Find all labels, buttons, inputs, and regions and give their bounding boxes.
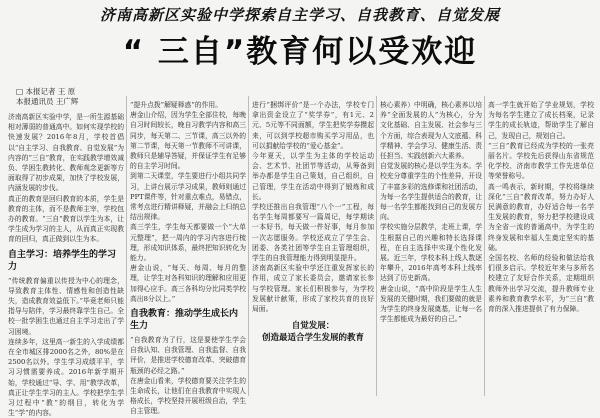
paragraph: 连续多年，这里高一新生的入学成绩都在全市城区排2000名之外，80%是在2500名以外。学生学习成绩平平，学习习惯需要养成。2016年新学期开始，学校通过“导、学、用”教学改革，真正让学生学习的主人。学校把学生学习过程中“教”的纲目，转化为学生“学”的内容。 [8,337,124,418]
paragraph: 全国名校、名师的经验和做法给我们很多启示。学校近年来与多所名校建立了友好合作关系，定期组织教师外出学习交流，提升教师专业素养和教育教学水平，为“三自”教育的深入推进提供了有力保障。 [488,254,594,314]
paragraph: “传统教育偏重以传授为中心的理念，导致教育主体性、情感性和创造性缺失，造成教育效益低下。”毕竟老师只能指导与陪伴，学习最终靠学生自己。全校一批学困生也通过自主学习走出了学习困境。 [8,276,124,336]
byline [16,87,136,107]
section-heading-self-study: 自主学习：培养学生的学习力 [8,249,117,272]
byline-reporter: □ 本报记者 王 原 [16,87,76,96]
paragraph: 核心素养）中明确，核心素养以培养“全面发展的人”为核心，分为文化基础、自主发展、社会参与三个方面，综合表现为人文底蕴、科学精神、学会学习、健康生活、责任担当、实践创新六大素养。 [380,101,482,161]
section-heading-self-development: 自觉发展： [291,321,335,332]
paragraph: 高三学生，学生每天都要做一个“大单元整理”，把一周内的学习内容进行梳理，形成知识体系，最终把知识转化为能力。 [130,223,246,263]
paragraph: 进行“捆绑评价”是一个办法，学校专门拿出资金设立了“奖学券”，有1元、2元、5元等不同面额，学生把奖学券攒起来，可以到学校超市购买学习用品，也可以捐献给学校的“爱心基金”。 [252,101,374,150]
article-kicker: 济南高新区实验中学探索自主学习、自我教育、自觉发展 [99,6,500,24]
paragraph: 高一鸣表示，新时期，学校将继续深化“三自”教育改革，努力办好人民满意的教育，办好适合每一名学生发展的教育，努力把学校建设成为全省一流的普通高中，为学生的终身发展和幸福人生奠定坚实的基础。 [488,182,594,252]
paragraph: 唐金山说，“每天、每周、每月的整理，让学生对各科知识的理解和应用更加得心应手。高三各科均分比同类学校高出8分以上。” [130,264,246,303]
column-3 [252,100,374,396]
paragraph: 自觉发展的核心是以学生为本。学校充分尊重学生的个性差异，开设了丰富多彩的选修课和社团活动，为每一名学生提供适合的教育，让每一名学生都能找到自己的发展方向。 [380,162,482,222]
paragraph: “三自”教育已经成为学校的一张亮丽名片。学校先后获得山东省规范化学校、济南市教学工作先进单位等荣誉称号。 [488,141,594,181]
column-5 [488,100,594,396]
paragraph: 真正的教育是回归教育的本质，学生是教育的主体，而不是教师主宰，学校包办的教育。“三自”教育以学生为本，让学生成为学习的主人，从而真正实现教育的回归，真正做到以生为本。 [8,194,124,244]
byline-correspondent: 本报通讯员 王广辉 [16,97,79,106]
paragraph: 高一学生就开始了学业规划，学校为每名学生建立了成长档案，记录学生的成长轨迹，帮助学生了解自己，发现自己，规划自己。 [488,101,594,140]
column-2 [130,100,246,416]
paragraph: 济南高新区实验中学，是一所生源基础相对薄弱的普通高中。如何实现学校的快速发展？2016年8月，学校首倡以“自主学习、自我教育、自觉发展”为内容的“三自”教育，在实践教学增效减负、学困生教转化、教师观念更新等方面取得了初步成果，加快了学校发展，内涵发展的步伐。 [8,113,124,193]
paragraph: 唐金山说，“高中阶段是学生人生发展的关键时期，我们要做的就是为学生的终身发展奠基，让每一名学生都能成为最好的自己。” [380,284,482,324]
column-4 [380,100,482,396]
paragraph: 今年夏天，以学生为主体的学校运动会、艺术节、社团节等活动，从筹备到举办都是学生自己策划，自己组织，自己管理，学生在活动中得到了锻炼和成长。 [252,152,374,201]
paragraph: “自我教育为了行，这是要使学生学会自我认知、自我管理、自我监督、自我评价，是推进学校德育改革、突破德育瓶颈的必经之路。” [130,336,246,375]
paragraph: 唐金山介绍，因为学生全部住校，每晚自习时间较长，晚自习教学内容和高三同步，每天第二、三节课，高三以外的第二节课，每天第一节教师不可讲课，教师只是辅导答疑，并保证学生有足够的自主学习时间。 [130,111,246,171]
paragraph: 学校还推出自我管理“八个一”工程，每名学生每周都要写一篇周记，每学期读一本好书，每天做一件好事，每月参加一次志愿服务。学校还成立了学生会、团委、各类社团等学生自主管理组织，学生的自我管理能力得到明显提升。 [252,203,374,263]
column-divider [376,96,377,396]
paragraph: “提升点拨”解疑释惑”的作用。 [130,101,222,109]
article-headline: “ 三自”教育何以受欢迎 [122,34,478,70]
paragraph: 济南高新区实验中学还注重发挥家长的作用，成立了家长委员会，邀请家长参与学校管理。家长们积极参与，为学校发展献计献策，形成了家校共育的良好局面。 [252,264,374,314]
paragraph: 学校实施分层教学，走班上课，学生根据自己的兴趣和特长选择课程，在自主选择中实现个性化发展。近三年，学校本科上线人数逐年攀升，2016年高考本科上线率达到了历史新高。 [380,223,482,283]
column-divider [484,96,485,396]
paragraph: 到第二天课堂，学生要进行小组共同学习，上讲台展示学习成果，教师则通过PPT课件等，针对重点难点，易错点，常考点进行精讲释疑，并融会上归纳总结出规律。 [130,172,246,222]
column-divider [248,96,249,396]
paragraph: 在唐金山看来，学校德育要关注学生的生命成长，让他们在自我教育中实现人格成长，学校坚持开展班级自治，学生自主管理。 [130,376,246,416]
column-divider [126,96,127,396]
column-1 [8,112,124,418]
section-subheading-self-development: 创造最适合学生发展的教育 [261,333,364,344]
section-heading-self-education: 自我教育：推动学生成长内生力 [130,309,239,332]
